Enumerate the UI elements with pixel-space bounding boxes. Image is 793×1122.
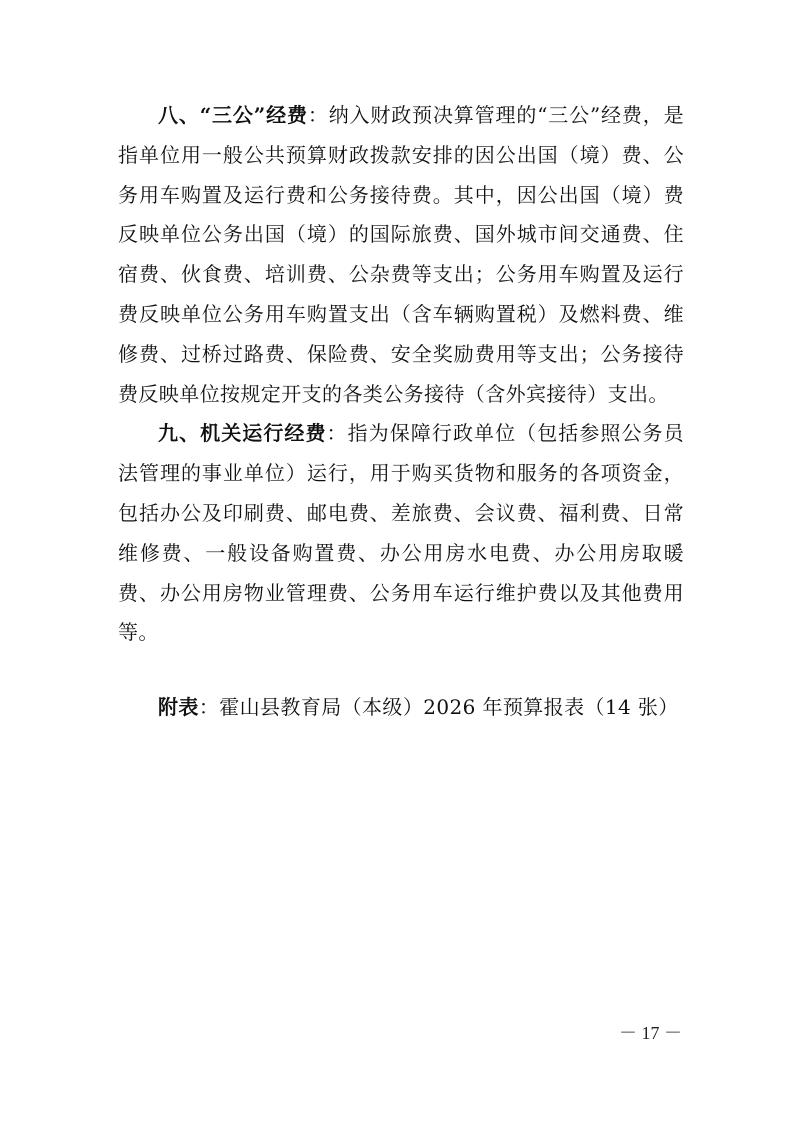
attachment-label: 附表: [158, 695, 199, 720]
attachment-separator: ：: [198, 695, 220, 720]
page-number: － 17 －: [619, 1023, 682, 1043]
section-term: 九、机关运行经费: [158, 421, 327, 446]
attachment-text: 霍山县教育局（本级）2026 年预算报表（14 张）: [219, 695, 679, 720]
section-text: 纳入财政预决算管理的“三公”经费，是指单位用一般公共预算财政拨款安排的因公出国（境）费、公务用车购置及运行费和公务接待费。其中，因公出国（境）费反映单位公务出国（境）的国际旅费、国外城市间交通费、住宿费、伙食费、培训费、公杂费等支出；公务用车购置及运行费反映单位公务用车购置支出（含车辆购置税）及燃料费、维修费、过桥过路费、保险费、安全奖励费用等支出；公务接待费反映单位按规定开支的各类公务接待（含外宾接待）支出。: [118, 103, 684, 406]
section-san-gong-expenses: [118, 96, 684, 414]
attachment-note: [118, 688, 684, 728]
section-text: 指为保障行政单位（包括参照公务员法管理的事业单位）运行，用于购买货物和服务的各项资金，包括办公及印刷费、邮电费、差旅费、会议费、福利费、日常维修费、一般设备购置费、办公用房水电费、办公用房取暖费、办公用房物业管理费、公务用车运行维护费以及其他费用等。: [118, 421, 684, 645]
section-operating-expenses: [118, 414, 684, 653]
document-body: [118, 96, 684, 728]
section-separator: ：: [326, 421, 348, 446]
section-separator: ：: [307, 103, 329, 127]
section-term: 八、“三公”经费: [158, 103, 308, 127]
